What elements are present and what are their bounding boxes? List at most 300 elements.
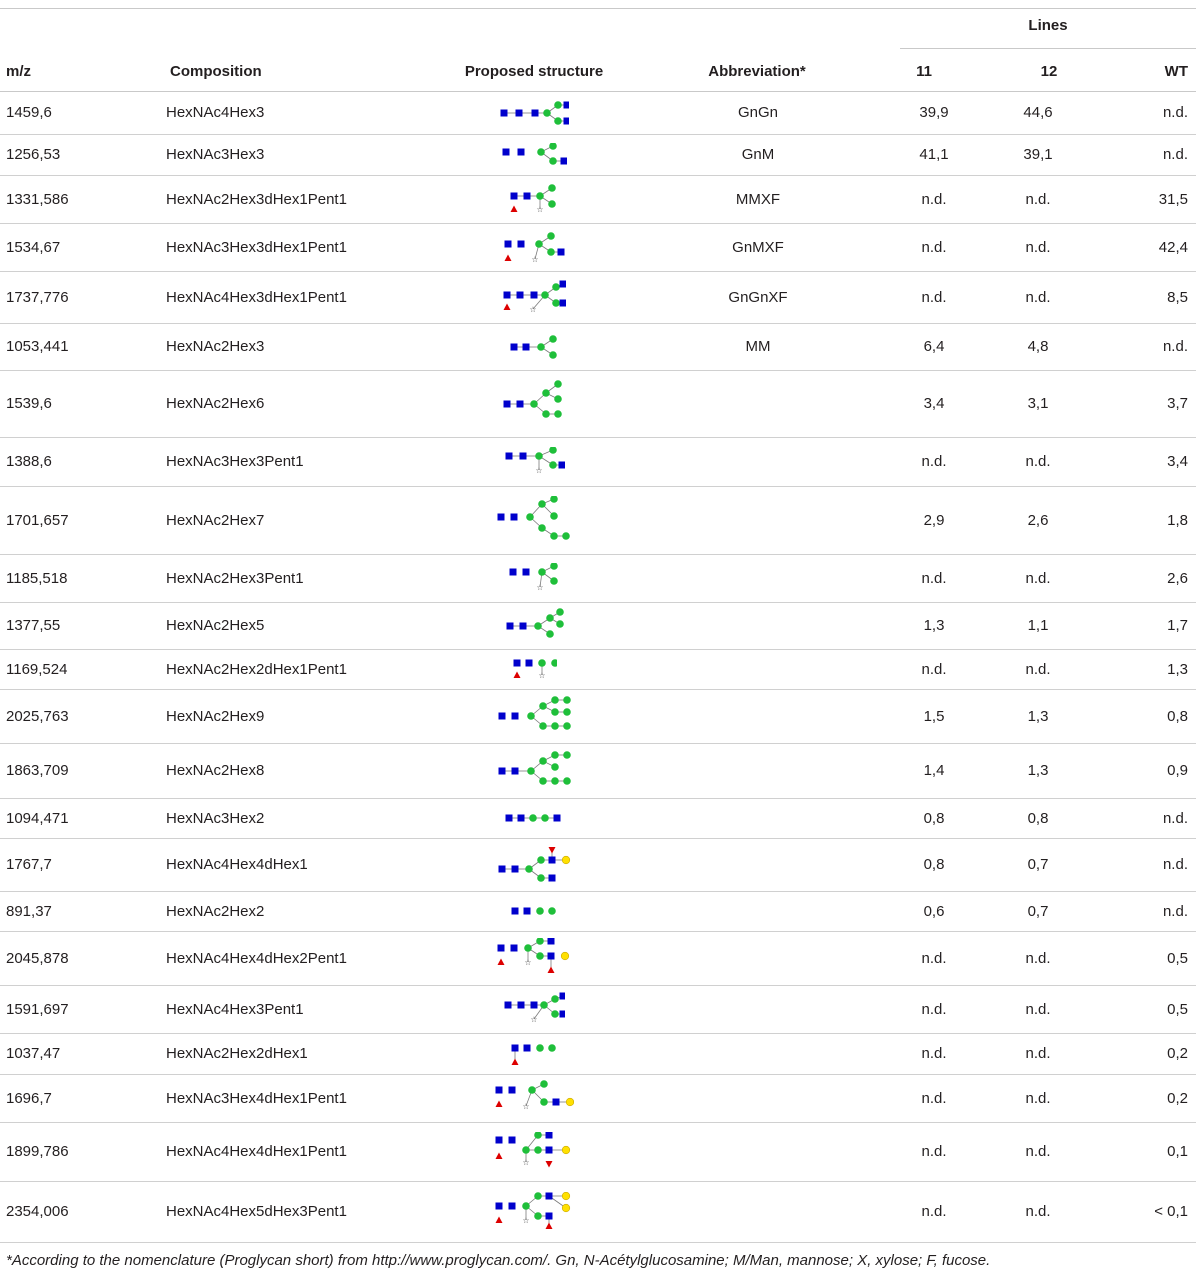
mannose-circle-icon bbox=[546, 614, 554, 622]
mannose-circle-icon bbox=[549, 157, 557, 165]
structure-cell bbox=[434, 92, 634, 134]
glycan-structure bbox=[494, 1132, 574, 1172]
hexnac-square-icon bbox=[561, 157, 568, 164]
mz-cell: 1185,518 bbox=[0, 554, 164, 602]
abbreviation-cell bbox=[634, 1074, 882, 1122]
table-row bbox=[0, 323, 1196, 370]
table-row bbox=[0, 649, 1196, 689]
galactose-circle-icon bbox=[562, 856, 570, 864]
structure-cell bbox=[434, 649, 634, 689]
structure-cell bbox=[434, 838, 634, 891]
glycan-table bbox=[0, 92, 1196, 1243]
mannose-circle-icon bbox=[546, 630, 554, 638]
line-11-cell: 41,1 bbox=[882, 134, 986, 175]
table-row bbox=[0, 1122, 1196, 1181]
abbreviation-cell bbox=[634, 891, 882, 931]
mz-cell: 1037,47 bbox=[0, 1033, 164, 1074]
hexnac-square-icon bbox=[548, 953, 555, 960]
fucose-triangle-icon bbox=[498, 959, 505, 966]
abbreviation-cell bbox=[634, 743, 882, 798]
col-header-line-11: 11 bbox=[916, 63, 932, 80]
line-11-cell: n.d. bbox=[882, 554, 986, 602]
hexnac-square-icon bbox=[499, 865, 506, 872]
mannose-circle-icon bbox=[550, 563, 558, 570]
glycan-structure bbox=[508, 563, 560, 593]
table-row bbox=[0, 437, 1196, 486]
table-row bbox=[0, 743, 1196, 798]
fucose-triangle-icon bbox=[512, 1058, 519, 1065]
structure-cell bbox=[434, 985, 634, 1033]
line-11-cell: 39,9 bbox=[882, 92, 986, 134]
line-12-cell: 1,1 bbox=[986, 602, 1090, 649]
hexnac-square-icon bbox=[509, 1136, 516, 1143]
hexnac-square-icon bbox=[564, 117, 570, 124]
mz-cell: 1539,6 bbox=[0, 370, 164, 437]
wt-cell: n.d. bbox=[1090, 323, 1196, 370]
abbreviation-cell bbox=[634, 486, 882, 554]
glycan-structure bbox=[504, 811, 564, 825]
galactose-circle-icon bbox=[561, 952, 569, 960]
mannose-circle-icon bbox=[537, 148, 545, 156]
line-12-cell: n.d. bbox=[986, 985, 1090, 1033]
hexnac-square-icon bbox=[518, 241, 525, 248]
mannose-circle-icon bbox=[536, 952, 544, 960]
mannose-circle-icon bbox=[549, 447, 557, 454]
mannose-circle-icon bbox=[547, 248, 555, 256]
hexnac-square-icon bbox=[496, 1202, 503, 1209]
mz-cell: 2045,878 bbox=[0, 931, 164, 985]
xylose-star-icon: ☆ bbox=[522, 1215, 530, 1225]
hexnac-square-icon bbox=[546, 1146, 553, 1153]
glycan-structure bbox=[506, 183, 562, 215]
structure-cell bbox=[434, 437, 634, 486]
mannose-circle-icon bbox=[548, 184, 556, 192]
abbreviation-cell bbox=[634, 931, 882, 985]
line-12-cell: n.d. bbox=[986, 1074, 1090, 1122]
glycan-structure bbox=[503, 231, 565, 263]
mannose-circle-icon bbox=[548, 200, 556, 208]
mannose-circle-icon bbox=[556, 608, 564, 616]
galactose-circle-icon bbox=[562, 1204, 570, 1212]
structure-cell bbox=[434, 931, 634, 985]
hexnac-square-icon bbox=[559, 461, 566, 468]
composition-cell: HexNAc4Hex5dHex3Pent1 bbox=[164, 1181, 434, 1242]
mannose-circle-icon bbox=[550, 496, 558, 503]
xylose-star-icon: ☆ bbox=[529, 305, 537, 314]
mannose-circle-icon bbox=[554, 395, 562, 403]
hexnac-square-icon bbox=[512, 767, 519, 774]
mannose-circle-icon bbox=[534, 622, 542, 630]
glycan-structure bbox=[503, 447, 565, 477]
composition-cell: HexNAc2Hex2dHex1Pent1 bbox=[164, 649, 434, 689]
table-row bbox=[0, 931, 1196, 985]
mz-cell: 1591,697 bbox=[0, 985, 164, 1033]
wt-cell: 0,5 bbox=[1090, 985, 1196, 1033]
glycan-structure bbox=[503, 992, 565, 1026]
composition-cell: HexNAc3Hex2 bbox=[164, 798, 434, 838]
structure-cell bbox=[434, 689, 634, 743]
hexnac-square-icon bbox=[516, 109, 523, 116]
mannose-circle-icon bbox=[539, 757, 547, 765]
hexnac-square-icon bbox=[509, 1087, 516, 1094]
glycan-structure bbox=[504, 608, 564, 644]
line-11-cell: n.d. bbox=[882, 1181, 986, 1242]
mannose-circle-icon bbox=[551, 722, 559, 730]
mannose-circle-icon bbox=[551, 696, 559, 704]
hexnac-square-icon bbox=[512, 713, 519, 720]
hexnac-square-icon bbox=[531, 1002, 538, 1009]
hexnac-square-icon bbox=[523, 569, 530, 576]
mannose-circle-icon bbox=[530, 400, 538, 408]
wt-cell: 31,5 bbox=[1090, 175, 1196, 223]
mannose-circle-icon bbox=[548, 1044, 556, 1052]
mannose-circle-icon bbox=[534, 1146, 542, 1154]
mannose-circle-icon bbox=[542, 410, 550, 418]
xylose-star-icon: ☆ bbox=[531, 255, 539, 263]
table-row bbox=[0, 554, 1196, 602]
composition-cell: HexNAc4Hex4dHex2Pent1 bbox=[164, 931, 434, 985]
mz-cell: 1094,471 bbox=[0, 798, 164, 838]
wt-cell: n.d. bbox=[1090, 134, 1196, 175]
mannose-circle-icon bbox=[541, 291, 549, 299]
line-11-cell: 1,5 bbox=[882, 689, 986, 743]
mannose-circle-icon bbox=[552, 283, 560, 291]
line-12-cell: 39,1 bbox=[986, 134, 1090, 175]
mannose-circle-icon bbox=[537, 856, 545, 864]
glycan-structure bbox=[497, 845, 571, 885]
line-12-cell: n.d. bbox=[986, 554, 1090, 602]
hexnac-square-icon bbox=[554, 815, 561, 822]
wt-cell: n.d. bbox=[1090, 891, 1196, 931]
glycan-structure bbox=[501, 143, 567, 167]
glycan-structure bbox=[494, 1192, 574, 1232]
fucose-triangle-icon bbox=[548, 967, 555, 974]
abbreviation-cell bbox=[634, 602, 882, 649]
hexnac-square-icon bbox=[504, 292, 511, 299]
hexnac-square-icon bbox=[526, 660, 533, 667]
hexnac-square-icon bbox=[524, 1044, 531, 1051]
fucose-triangle-icon bbox=[504, 304, 511, 311]
mannose-circle-icon bbox=[538, 524, 546, 532]
line-11-cell: 0,6 bbox=[882, 891, 986, 931]
composition-cell: HexNAc2Hex3Pent1 bbox=[164, 554, 434, 602]
structure-cell bbox=[434, 743, 634, 798]
col-header-wt: WT bbox=[1164, 63, 1188, 80]
line-11-cell: n.d. bbox=[882, 223, 986, 271]
hexnac-square-icon bbox=[549, 874, 556, 881]
hexnac-square-icon bbox=[517, 400, 524, 407]
wt-cell: 0,1 bbox=[1090, 1122, 1196, 1181]
line-11-cell: 0,8 bbox=[882, 838, 986, 891]
mannose-circle-icon bbox=[539, 777, 547, 785]
mannose-circle-icon bbox=[536, 938, 544, 945]
fucose-triangle-icon bbox=[546, 1161, 553, 1168]
line-12-cell: n.d. bbox=[986, 175, 1090, 223]
hexnac-square-icon bbox=[564, 101, 570, 108]
fucose-triangle-icon bbox=[505, 255, 512, 262]
table-row bbox=[0, 486, 1196, 554]
hexnac-square-icon bbox=[518, 815, 525, 822]
xylose-star-icon: ☆ bbox=[522, 1102, 530, 1111]
fucose-triangle-icon bbox=[511, 206, 518, 213]
mannose-circle-icon bbox=[554, 380, 562, 388]
structure-cell bbox=[434, 1181, 634, 1242]
mannose-circle-icon bbox=[551, 1010, 559, 1018]
table-row bbox=[0, 891, 1196, 931]
top-rule bbox=[0, 8, 1196, 9]
abbreviation-cell: GnM bbox=[634, 134, 882, 175]
lines-group-rule bbox=[900, 48, 1196, 49]
col-header-structure: Proposed structure bbox=[464, 63, 604, 80]
mz-cell: 1053,441 bbox=[0, 323, 164, 370]
hexnac-square-icon bbox=[523, 343, 530, 350]
line-11-cell: 1,3 bbox=[882, 602, 986, 649]
composition-cell: HexNAc4Hex3Pent1 bbox=[164, 985, 434, 1033]
composition-cell: HexNAc2Hex2 bbox=[164, 891, 434, 931]
mannose-circle-icon bbox=[554, 101, 562, 109]
wt-cell: n.d. bbox=[1090, 838, 1196, 891]
mannose-circle-icon bbox=[563, 751, 571, 759]
mannose-circle-icon bbox=[528, 1086, 536, 1094]
glycan-structure bbox=[509, 904, 559, 918]
galactose-circle-icon bbox=[562, 1146, 570, 1154]
wt-cell: < 0,1 bbox=[1090, 1181, 1196, 1242]
mannose-circle-icon bbox=[536, 192, 544, 200]
line-11-cell: 2,9 bbox=[882, 486, 986, 554]
table-row bbox=[0, 175, 1196, 223]
composition-cell: HexNAc2Hex3dHex1Pent1 bbox=[164, 175, 434, 223]
mannose-circle-icon bbox=[540, 1001, 548, 1009]
line-12-cell: 0,8 bbox=[986, 798, 1090, 838]
abbreviation-cell: MMXF bbox=[634, 175, 882, 223]
fucose-triangle-icon bbox=[496, 1152, 503, 1159]
mannose-circle-icon bbox=[563, 722, 571, 730]
mannose-circle-icon bbox=[535, 240, 543, 248]
hexnac-square-icon bbox=[560, 281, 567, 288]
mannose-circle-icon bbox=[539, 702, 547, 710]
wt-cell: 3,4 bbox=[1090, 437, 1196, 486]
wt-cell: 0,8 bbox=[1090, 689, 1196, 743]
mannose-circle-icon bbox=[538, 659, 546, 667]
structure-cell bbox=[434, 1122, 634, 1181]
line-12-cell: 2,6 bbox=[986, 486, 1090, 554]
line-12-cell: 1,3 bbox=[986, 743, 1090, 798]
mannose-circle-icon bbox=[522, 1202, 530, 1210]
wt-cell: 0,2 bbox=[1090, 1033, 1196, 1074]
hexnac-square-icon bbox=[510, 569, 517, 576]
mannose-circle-icon bbox=[522, 1146, 530, 1154]
hexnac-square-icon bbox=[549, 856, 556, 863]
line-11-cell: n.d. bbox=[882, 931, 986, 985]
line-12-cell: 0,7 bbox=[986, 838, 1090, 891]
mannose-circle-icon bbox=[556, 620, 564, 628]
table-row bbox=[0, 223, 1196, 271]
hexnac-square-icon bbox=[496, 1087, 503, 1094]
abbreviation-cell: MM bbox=[634, 323, 882, 370]
mannose-circle-icon bbox=[550, 532, 558, 540]
table-row bbox=[0, 92, 1196, 134]
wt-cell: 2,6 bbox=[1090, 554, 1196, 602]
mannose-circle-icon bbox=[538, 568, 546, 576]
mz-cell: 2354,006 bbox=[0, 1181, 164, 1242]
table-row bbox=[0, 602, 1196, 649]
abbreviation-cell bbox=[634, 838, 882, 891]
line-11-cell: n.d. bbox=[882, 271, 986, 323]
mannose-circle-icon bbox=[549, 335, 557, 343]
col-header-abbreviation: Abbreviation* bbox=[708, 63, 806, 80]
abbreviation-cell bbox=[634, 689, 882, 743]
line-11-cell: n.d. bbox=[882, 437, 986, 486]
hexnac-square-icon bbox=[501, 109, 508, 116]
col-header-composition: Composition bbox=[170, 63, 262, 80]
mannose-circle-icon bbox=[524, 944, 532, 952]
mannose-circle-icon bbox=[541, 814, 549, 822]
mannose-circle-icon bbox=[550, 512, 558, 520]
table-row bbox=[0, 271, 1196, 323]
hexnac-square-icon bbox=[512, 908, 519, 915]
hexnac-square-icon bbox=[520, 452, 527, 459]
line-11-cell: 1,4 bbox=[882, 743, 986, 798]
hexnac-square-icon bbox=[546, 1212, 553, 1219]
fucose-triangle-icon bbox=[549, 847, 556, 854]
table-row bbox=[0, 838, 1196, 891]
structure-cell bbox=[434, 554, 634, 602]
mannose-circle-icon bbox=[542, 389, 550, 397]
hexnac-square-icon bbox=[507, 622, 514, 629]
structure-cell bbox=[434, 891, 634, 931]
xylose-star-icon: ☆ bbox=[524, 958, 532, 967]
hexnac-square-icon bbox=[531, 292, 538, 299]
hexnac-square-icon bbox=[506, 452, 513, 459]
mz-cell: 1256,53 bbox=[0, 134, 164, 175]
structure-cell bbox=[434, 602, 634, 649]
hexnac-square-icon bbox=[518, 148, 525, 155]
col-header-line-12: 12 bbox=[1040, 63, 1058, 80]
fucose-triangle-icon bbox=[546, 1222, 553, 1229]
glycan-structure bbox=[497, 751, 571, 791]
line-12-cell: n.d. bbox=[986, 1122, 1090, 1181]
mannose-circle-icon bbox=[551, 659, 557, 667]
mz-cell: 891,37 bbox=[0, 891, 164, 931]
composition-cell: HexNAc3Hex3dHex1Pent1 bbox=[164, 223, 434, 271]
table-row bbox=[0, 1181, 1196, 1242]
glycan-structure bbox=[502, 379, 566, 429]
table-row bbox=[0, 370, 1196, 437]
hexnac-square-icon bbox=[548, 938, 555, 945]
hexnac-square-icon bbox=[511, 343, 518, 350]
mannose-circle-icon bbox=[540, 1098, 548, 1106]
glycan-structure bbox=[496, 496, 572, 544]
line-11-cell: n.d. bbox=[882, 175, 986, 223]
abbreviation-cell bbox=[634, 370, 882, 437]
glycan-structure bbox=[499, 98, 569, 128]
composition-cell: HexNAc2Hex8 bbox=[164, 743, 434, 798]
mannose-circle-icon bbox=[551, 995, 559, 1003]
composition-cell: HexNAc4Hex3 bbox=[164, 92, 434, 134]
hexnac-square-icon bbox=[532, 109, 539, 116]
mz-cell: 1459,6 bbox=[0, 92, 164, 134]
mannose-circle-icon bbox=[549, 351, 557, 359]
xylose-star-icon: ☆ bbox=[536, 205, 544, 214]
hexnac-square-icon bbox=[503, 148, 510, 155]
structure-cell bbox=[434, 370, 634, 437]
structure-cell bbox=[434, 798, 634, 838]
hexnac-square-icon bbox=[517, 292, 524, 299]
line-11-cell: n.d. bbox=[882, 1122, 986, 1181]
line-11-cell: 6,4 bbox=[882, 323, 986, 370]
hexnac-square-icon bbox=[514, 660, 521, 667]
table-row bbox=[0, 985, 1196, 1033]
wt-cell: 8,5 bbox=[1090, 271, 1196, 323]
mannose-circle-icon bbox=[539, 722, 547, 730]
mz-cell: 1169,524 bbox=[0, 649, 164, 689]
abbreviation-cell bbox=[634, 1122, 882, 1181]
composition-cell: HexNAc3Hex3 bbox=[164, 134, 434, 175]
composition-cell: HexNAc2Hex7 bbox=[164, 486, 434, 554]
hexnac-square-icon bbox=[511, 945, 518, 952]
mz-cell: 1899,786 bbox=[0, 1122, 164, 1181]
mannose-circle-icon bbox=[550, 577, 558, 585]
structure-cell bbox=[434, 271, 634, 323]
composition-cell: HexNAc2Hex6 bbox=[164, 370, 434, 437]
mz-cell: 1388,6 bbox=[0, 437, 164, 486]
mannose-circle-icon bbox=[549, 143, 557, 150]
mannose-circle-icon bbox=[551, 763, 559, 771]
hexnac-square-icon bbox=[546, 1192, 553, 1199]
hexnac-square-icon bbox=[524, 193, 531, 200]
composition-cell: HexNAc3Hex3Pent1 bbox=[164, 437, 434, 486]
hexnac-square-icon bbox=[511, 193, 518, 200]
table-footnote: *According to the nomenclature (Proglycan short) from http://www.proglycan.com/. Gn, N-Acétylglucosamine; M/Man, mannose; X, xylose; F, fucose. bbox=[6, 1252, 991, 1269]
wt-cell: 1,8 bbox=[1090, 486, 1196, 554]
hexnac-square-icon bbox=[506, 815, 513, 822]
mannose-circle-icon bbox=[534, 1192, 542, 1200]
line-11-cell: n.d. bbox=[882, 985, 986, 1033]
mannose-circle-icon bbox=[538, 500, 546, 508]
abbreviation-cell: GnGnXF bbox=[634, 271, 882, 323]
mz-cell: 1377,55 bbox=[0, 602, 164, 649]
hexnac-square-icon bbox=[509, 1202, 516, 1209]
wt-cell: 1,3 bbox=[1090, 649, 1196, 689]
hexnac-square-icon bbox=[560, 1011, 566, 1018]
line-12-cell: n.d. bbox=[986, 931, 1090, 985]
mannose-circle-icon bbox=[551, 708, 559, 716]
mannose-circle-icon bbox=[534, 1212, 542, 1220]
hexnac-square-icon bbox=[496, 1136, 503, 1143]
composition-cell: HexNAc2Hex2dHex1 bbox=[164, 1033, 434, 1074]
wt-cell: 0,5 bbox=[1090, 931, 1196, 985]
mannose-circle-icon bbox=[554, 117, 562, 125]
mannose-circle-icon bbox=[551, 751, 559, 759]
line-11-cell: 3,4 bbox=[882, 370, 986, 437]
mannose-circle-icon bbox=[563, 777, 571, 785]
xylose-star-icon: ☆ bbox=[530, 1015, 538, 1024]
hexnac-square-icon bbox=[558, 249, 565, 256]
wt-cell: n.d. bbox=[1090, 92, 1196, 134]
wt-cell: 0,9 bbox=[1090, 743, 1196, 798]
wt-cell: 1,7 bbox=[1090, 602, 1196, 649]
hexnac-square-icon bbox=[518, 1002, 525, 1009]
abbreviation-cell bbox=[634, 1033, 882, 1074]
hexnac-square-icon bbox=[504, 400, 511, 407]
mannose-circle-icon bbox=[554, 410, 562, 418]
mz-cell: 1696,7 bbox=[0, 1074, 164, 1122]
composition-cell: HexNAc4Hex4dHex1 bbox=[164, 838, 434, 891]
glycan-structure bbox=[494, 1080, 574, 1116]
mannose-circle-icon bbox=[525, 865, 533, 873]
composition-cell: HexNAc3Hex4dHex1Pent1 bbox=[164, 1074, 434, 1122]
mannose-circle-icon bbox=[549, 461, 557, 469]
